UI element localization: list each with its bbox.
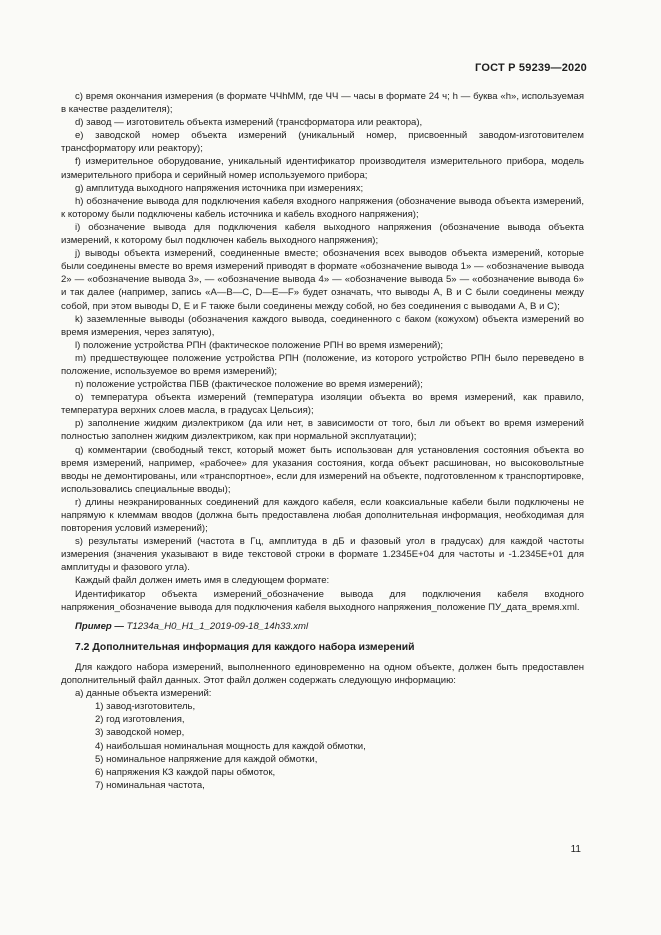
section-paragraph: Для каждого набора измерений, выполненного единовременно на одном объекте, должен быть предоставлен дополнительный файл данных. Этот файл должен содержать следующую информацию:: [61, 661, 584, 687]
example-label: Пример —: [75, 620, 124, 632]
page-number: 11: [570, 844, 581, 855]
page-content: [61, 90, 584, 792]
section-heading: 7.2 Дополнительная информация для каждого набора измерений: [75, 641, 415, 653]
list-item-a: a) данные объекта измерений:: [75, 688, 212, 700]
list-item-e: e) заводской номер объекта измерений (уникальный номер, присвоенный заводом-изготовителем трансформатору или реактору);: [61, 130, 584, 155]
example-text: T1234a_H0_H1_1_2019-09-18_14h33.xml: [123, 620, 309, 632]
list-item-r: r) длины неэкранированных соединений для каждого кабеля, если коаксиальные кабели были подключены не напрямую к клеммам вводов (должна быть предоставлена любая дополнительная информация, необходимая для повторения условий измерений);: [61, 496, 584, 535]
numbered-item-5: 5) номинальное напряжение для каждой обмотки,: [95, 753, 318, 765]
list-item-p: p) заполнение жидким диэлектриком (да или нет, в зависимости от того, был ли объект во время измерений полностью заполнен жидким диэлектриком, как при нормальной эксплуатации);: [61, 418, 584, 443]
standard-header: ГОСТ Р 59239—2020: [475, 62, 587, 74]
list-item-f: f) измерительное оборудование, уникальный идентификатор производителя измерительного прибора, модель измерительного прибора и серийный номер используемого прибора;: [61, 156, 584, 181]
list-item-k: k) заземленные выводы (обозначения каждого вывода, соединенного с баком (кожухом) объекта измерений во время измерения, через запятую),: [61, 313, 584, 338]
list-item-d: d) завод — изготовитель объекта измерений (трансформатора или реактора),: [75, 117, 423, 129]
numbered-item-7: 7) номинальная частота,: [95, 779, 205, 791]
list-item-i: i) обозначение вывода для подключения кабеля выходного напряжения (обозначение вывода объекта измерений, к которому был подключен кабель выходного напряжения);: [61, 221, 584, 247]
list-item-m: m) предшествующее положение устройства РПН (положение, из которого устройство РПН было переведено в положение, используемое во время измерений);: [61, 352, 584, 377]
example-note: [61, 620, 584, 633]
list-item-o: o) температура объекта измерений (температура изоляции объекта во время измерений, как правило, температура верхних слоев масла, в градусах Цельсия);: [61, 392, 584, 417]
list-item-s: s) результаты измерений (частота в Гц, амплитуда в дБ и фазовый угол в градусах) для каждой частоты измерения (значения указывают в виде текстовой строки в формате 1.2345E+04 для частоты и -1.2345E+01 для амплитуды и фазового угла).: [61, 536, 584, 574]
filename-format-intro: Каждый файл должен иметь имя в следующем формате:: [75, 575, 330, 587]
list-item-l: l) положение устройства РПН (фактическое положение РПН во время измерений);: [75, 339, 444, 351]
numbered-item-1: 1) завод-изготовитель,: [95, 701, 196, 713]
numbered-item-3: 3) заводской номер,: [95, 727, 185, 739]
numbered-item-2: 2) год изготовления,: [95, 714, 185, 726]
numbered-item-6: 6) напряжения КЗ каждой пары обмоток,: [95, 766, 276, 778]
list-item-c: c) время окончания измерения (в формате ЧЧhMM, где ЧЧ — часы в формате 24 ч; h — буква «h», используемая в качестве разделителя);: [61, 91, 584, 116]
numbered-item-4: 4) наибольшая номинальная мощность для каждой обмотки,: [95, 740, 366, 752]
list-item-h: h) обозначение вывода для подключения кабеля входного напряжения (обозначение вывода объекта измерений, к которому были подключены кабель источника и кабель входного напряжения);: [61, 195, 584, 220]
list-item-j: j) выводы объекта измерений, соединенные вместе; обозначения всех выводов объекта измерений, которые были соединены вместе во время измерений приводят в формате «обозначение вывода 1» — «обозначение вывода 2» — «обозначение вывода 3», — «обозначение вывода 4» — «обозначение вывода 5» — «обозначение вывода 6» и так далее (например, запись «A—B—C, D—E—F» будет означать, что выводы A, B и C были соединены между собой, при этом выводы D, E и F также были соединены между собой, но без соединения с выводами A, B и C);: [61, 248, 584, 312]
filename-format: Идентификатор объекта измерений_обозначение вывода для подключения кабеля входного напряжения_обозначение вывода для подключения кабеля выходного напряжения_положение ПУ_дата_время.xml.: [61, 588, 584, 613]
list-item-n: n) положение устройства ПБВ (фактическое положение во время измерений);: [75, 379, 423, 391]
list-item-q: q) комментарии (свободный текст, который может быть использован для установления состояния объекта во время измерений, например, «рабочее» для указания состояния, когда объект расшинован, но высоковольтные вводы не демонтированы, или «транспортное», если для измерений на объекте, подготовленном к транспортировке, использовались специальные вводы);: [61, 444, 584, 495]
list-item-g: g) амплитуда выходного напряжения источника при измерениях;: [75, 182, 364, 194]
